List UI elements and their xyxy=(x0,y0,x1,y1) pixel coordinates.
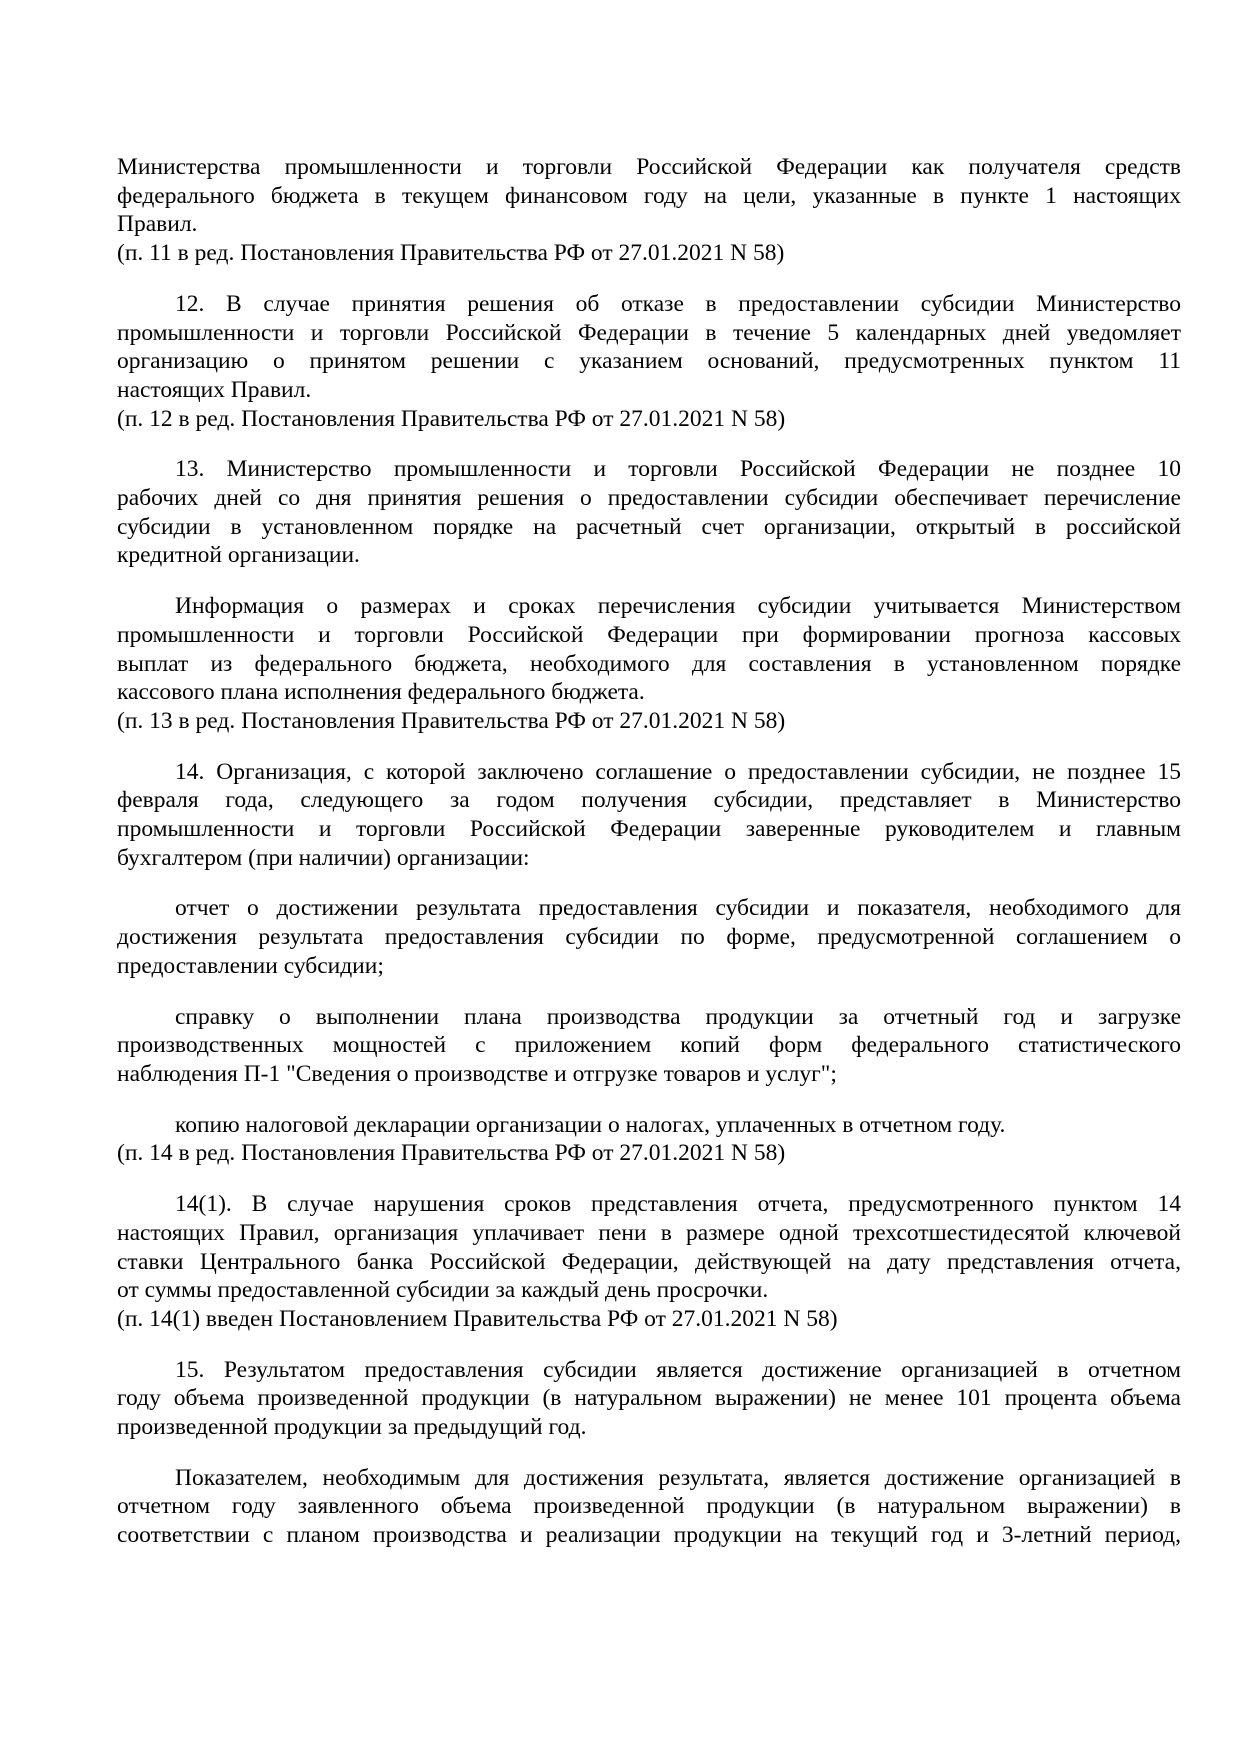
text-line: настоящих Правил. xyxy=(117,376,312,403)
text-line: субсидии в установленном порядке на расчетный счет организации, открытый в российской xyxy=(117,513,1181,540)
text-line: февраля года, следующего за годом получения субсидии, представляет в Министерство xyxy=(117,787,1181,814)
text-line: кредитной организации. xyxy=(117,542,360,569)
text-line: (п. 11 в ред. Постановления Правительства РФ от 27.01.2021 N 58) xyxy=(117,240,785,267)
text-line: организацию о принятом решении с указанием оснований, предусмотренных пунктом 11 xyxy=(117,348,1181,375)
amendment-note xyxy=(117,707,1181,736)
text-line: ставки Центрального банка Российской Федерации, действующей на дату представления отчета, xyxy=(117,1248,1181,1275)
text-line: соответствии с планом производства и реализации продукции на текущий год и 3-летний период, xyxy=(117,1522,1181,1549)
text-line: 13. Министерство промышленности и торговли Российской Федерации не позднее 10 xyxy=(175,456,1181,483)
text-line: 15. Результатом предоставления субсидии является достижение организацией в отчетном xyxy=(175,1356,1181,1383)
amendment-note xyxy=(117,1305,1181,1334)
text-line: рабочих дней со дня принятия решения о предоставлении субсидии обеспечивает перечисление xyxy=(117,485,1181,512)
text-line: федерального бюджета в текущем финансовом году на цели, указанные в пункте 1 настоящих xyxy=(117,182,1181,209)
amendment-note xyxy=(117,239,1181,268)
text-line: 14(1). В случае нарушения сроков представления отчета, предусмотренного пунктом 14 xyxy=(175,1191,1181,1218)
text-line: Информация о размерах и сроках перечисления субсидии учитывается Министерством xyxy=(175,593,1181,620)
text-line: от суммы предоставленной субсидии за каждый день просрочки. xyxy=(117,1277,769,1304)
paragraph xyxy=(117,758,1181,873)
paragraph xyxy=(117,1190,1181,1305)
text-line: (п. 13 в ред. Постановления Правительства РФ от 27.01.2021 N 58) xyxy=(117,707,786,734)
text-line: предоставлении субсидии; xyxy=(117,952,384,979)
paragraph xyxy=(117,894,1181,980)
paragraph xyxy=(117,1464,1181,1550)
paragraph xyxy=(117,153,1181,239)
text-line: (п. 14 в ред. Постановления Правительства РФ от 27.01.2021 N 58) xyxy=(117,1140,786,1167)
text-line: достижения результата предоставления субсидии по форме, предусмотренной соглашением о xyxy=(117,924,1181,951)
text-line: производственных мощностей с приложением копий форм федерального статистического xyxy=(117,1032,1181,1059)
text-line: году объема произведенной продукции (в натуральном выражении) не менее 101 процента объема xyxy=(117,1385,1181,1412)
amendment-note xyxy=(117,1139,1181,1168)
text-line: (п. 12 в ред. Постановления Правительства РФ от 27.01.2021 N 58) xyxy=(117,405,786,432)
text-line: отчет о достижении результата предоставления субсидии и показателя, необходимого для xyxy=(175,895,1181,922)
paragraph xyxy=(117,455,1181,570)
text-line: наблюдения П-1 "Сведения о производстве и отгрузке товаров и услуг"; xyxy=(117,1060,837,1087)
document-page xyxy=(117,153,1181,1550)
text-line: промышленности и торговли Российской Федерации заверенные руководителем и главным xyxy=(117,816,1181,843)
paragraph xyxy=(117,1003,1181,1089)
text-line: произведенной продукции за предыдущий год. xyxy=(117,1414,587,1441)
text-line: копию налоговой декларации организации о налогах, уплаченных в отчетном году. xyxy=(175,1111,1006,1138)
text-line: кассового плана исполнения федерального бюджета. xyxy=(117,679,645,706)
text-line: Министерства промышленности и торговли Российской Федерации как получателя средств xyxy=(117,154,1181,180)
paragraph xyxy=(117,1356,1181,1442)
text-line: 14. Организация, с которой заключено соглашение о предоставлении субсидии, не позднее 15 xyxy=(175,758,1181,785)
text-line: отчетном году заявленного объема произведенной продукции (в натуральном выражении) в xyxy=(117,1493,1181,1520)
text-line: справку о выполнении плана производства продукции за отчетный год и загрузке xyxy=(175,1003,1181,1030)
paragraph xyxy=(117,592,1181,707)
text-line: бухгалтером (при наличии) организации: xyxy=(117,844,530,871)
text-line: Правил. xyxy=(117,211,198,238)
text-line: 12. В случае принятия решения об отказе в предоставлении субсидии Министерство xyxy=(175,290,1181,317)
paragraph xyxy=(117,1111,1181,1140)
text-line: выплат из федерального бюджета, необходимого для составления в установленном порядке xyxy=(117,650,1181,677)
paragraph xyxy=(117,290,1181,405)
text-line: настоящих Правил, организация уплачивает пени в размере одной трехсотшестидесятой ключевой xyxy=(117,1219,1181,1246)
text-line: (п. 14(1) введен Постановлением Правительства РФ от 27.01.2021 N 58) xyxy=(117,1305,838,1332)
text-line: промышленности и торговли Российской Федерации при формировании прогноза кассовых xyxy=(117,621,1181,648)
amendment-note xyxy=(117,405,1181,434)
text-line: Показателем, необходимым для достижения результата, является достижение организацией в xyxy=(175,1464,1181,1491)
text-line: промышленности и торговли Российской Федерации в течение 5 календарных дней уведомляет xyxy=(117,319,1181,346)
